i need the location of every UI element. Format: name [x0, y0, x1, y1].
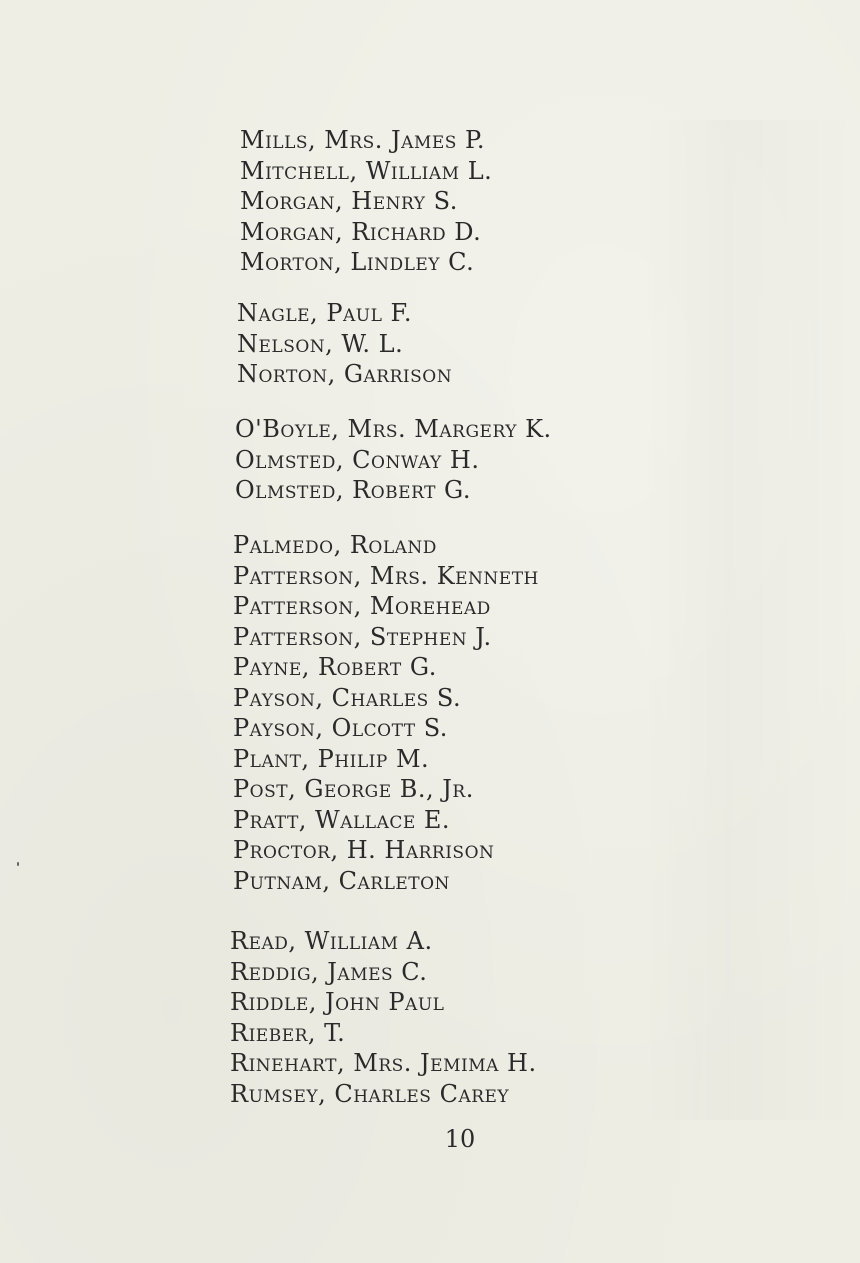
name-group-p: [233, 530, 539, 896]
name-entry: Payson, Olcott S.: [233, 714, 448, 742]
name-entry: Rumsey, Charles Carey: [230, 1079, 510, 1108]
name-entry: Morton, Lindley C.: [240, 248, 475, 276]
name-entry: Mills, Mrs. James P.: [240, 126, 485, 154]
name-group-m: [240, 125, 492, 278]
name-entry: Payne, Robert G.: [233, 653, 437, 681]
name-entry: Morgan, Richard D.: [240, 217, 482, 246]
name-entry: Proctor, H. Harrison: [233, 836, 495, 864]
name-entry: Patterson, Morehead: [233, 592, 491, 620]
name-entry: Patterson, Stephen J.: [233, 622, 492, 651]
name-group-n: [237, 298, 452, 390]
name-entry: Nelson, W. L.: [237, 329, 404, 358]
name-entry: Palmedo, Roland: [233, 531, 437, 559]
name-entry: Rieber, T.: [230, 1018, 346, 1047]
name-entry: Norton, Garrison: [237, 360, 453, 388]
name-entry: Plant, Philip M.: [233, 744, 430, 773]
name-entry: Payson, Charles S.: [233, 683, 462, 712]
name-entry: Rinehart, Mrs. Jemima H.: [230, 1049, 537, 1077]
page-number: 10: [444, 1125, 476, 1153]
name-entry: Read, William A.: [230, 927, 433, 955]
name-group-r: [230, 926, 537, 1109]
name-entry: Mitchell, William L.: [240, 156, 493, 185]
name-entry: Olmsted, Robert G.: [235, 476, 471, 504]
name-entry: Pratt, Wallace E.: [233, 805, 451, 834]
name-entry: Nagle, Paul F.: [237, 299, 413, 327]
name-entry: Patterson, Mrs. Kenneth: [233, 561, 539, 590]
name-entry: O'Boyle, Mrs. Margery K.: [235, 415, 552, 443]
name-entry: Putnam, Carleton: [233, 866, 450, 895]
name-entry: Morgan, Henry S.: [240, 187, 458, 215]
name-entry: Reddig, James C.: [230, 957, 428, 986]
name-entry: Olmsted, Conway H.: [235, 445, 480, 474]
name-entry: Riddle, John Paul: [230, 988, 445, 1016]
name-group-o: [235, 414, 552, 506]
name-entry: Post, George B., Jr.: [233, 775, 474, 803]
